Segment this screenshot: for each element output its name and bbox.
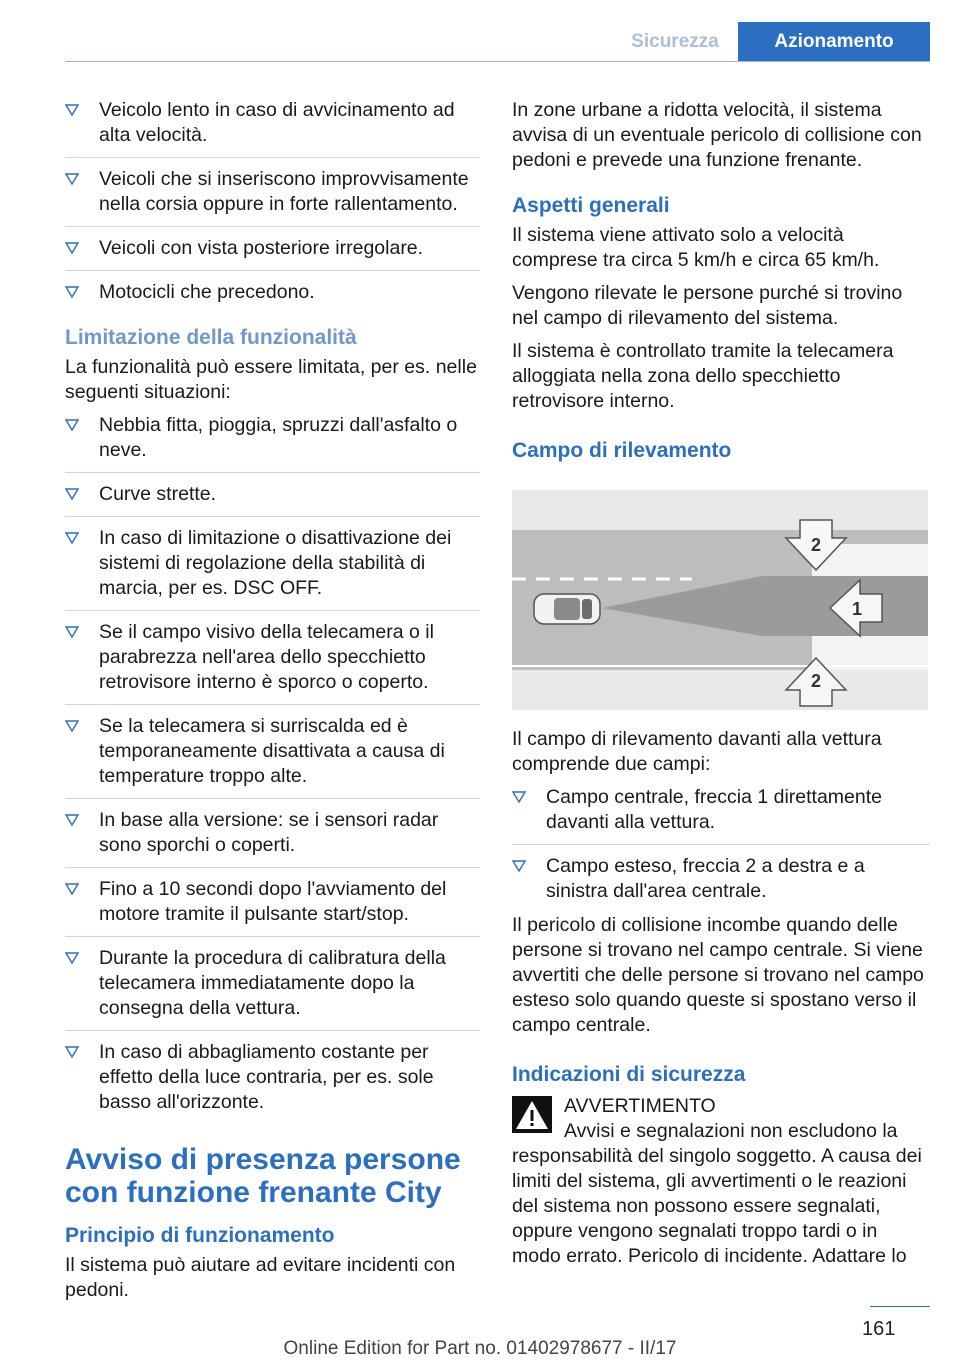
page-number: 161 — [862, 1318, 896, 1340]
edition-note: Online Edition for Part no. 01402978677 - II/17 — [283, 1338, 677, 1359]
triangle-bullet-icon — [65, 531, 79, 545]
bullet-top-text: Veicoli con vista posteriore irregolare. — [99, 237, 424, 259]
bullet-top-text: Veicolo lento in caso di avvicinamento ad alta velocità. — [99, 99, 455, 146]
general-p3: Il sistema è controllato tramite la telecamera alloggiata nella zona dello specchietto retrovisore interno. — [512, 340, 894, 412]
triangle-bullet-icon — [512, 790, 526, 804]
bullet-list-top — [65, 98, 480, 305]
main-heading: Avviso di presenza persone con funzione frenante City — [65, 1143, 461, 1209]
tab-azionamento: Azionamento — [738, 22, 930, 62]
bullet-separator — [65, 704, 480, 705]
bullet-limit-text: Nebbia fitta, pioggia, spruzzi dall'asfalto o neve. — [99, 414, 458, 461]
bullet-separator — [65, 610, 480, 611]
header-tabs — [612, 22, 930, 62]
tab-sicurezza: Sicurezza — [631, 31, 719, 52]
bullet-top-item — [65, 236, 480, 261]
triangle-bullet-icon — [65, 625, 79, 639]
safety-heading: Indicazioni di sicurezza — [512, 1063, 746, 1086]
triangle-bullet-icon — [65, 103, 79, 117]
triangle-bullet-icon — [65, 813, 79, 827]
bullet-range-text: Campo centrale, freccia 1 direttamente davanti alla vettura. — [546, 786, 882, 833]
bullet-separator — [65, 157, 480, 158]
limit-intro: La funzionalità può essere limitata, per es. nelle seguenti situazioni: — [65, 356, 477, 403]
bullet-top-item — [65, 280, 480, 305]
bullet-limit-text: In caso di limitazione o disattivazione dei sistemi di regolazione della stabilità di marcia, per es. DSC OFF. — [99, 527, 452, 599]
bullet-range-item — [512, 785, 930, 835]
triangle-bullet-icon — [65, 1045, 79, 1059]
car-icon — [534, 594, 600, 624]
triangle-bullet-icon — [65, 418, 79, 432]
bullet-limit-item — [65, 482, 480, 507]
bullet-limit-text: Durante la procedura di calibratura della telecamera immediatamente dopo la consegna della vettura. — [99, 947, 446, 1019]
general-p2: Vengono rilevate le persone purché si trovino nel campo di rilevamento del sistema. — [512, 282, 903, 329]
general-p1: Il sistema viene attivato solo a velocità comprese tra circa 5 km/h e circa 65 km/h. — [512, 224, 880, 271]
bullet-separator — [65, 867, 480, 868]
bullet-top-item — [65, 98, 480, 148]
bullet-limit-text: Curve strette. — [99, 483, 217, 505]
triangle-bullet-icon — [65, 719, 79, 733]
bullet-top-item — [65, 167, 480, 217]
bullet-range-item — [512, 854, 930, 904]
bullet-limit-text: In caso di abbagliamento costante per effetto della luce contraria, per es. sole basso all'orizzonte. — [99, 1041, 434, 1113]
principle-text: Il sistema può aiutare ad evitare incidenti con pedoni. — [65, 1254, 456, 1301]
left-column — [65, 98, 480, 1311]
bullet-limit-item — [65, 1040, 480, 1115]
bullet-limit-item — [65, 808, 480, 858]
arrow-center-label: 1 — [851, 599, 863, 619]
triangle-bullet-icon — [65, 487, 79, 501]
detection-range-figure — [512, 490, 928, 710]
warning-triangle-icon — [512, 1096, 552, 1133]
range-p2: Il pericolo di collisione incombe quando delle persone si trovano nel campo centrale. Si viene avvertiti che delle persone si trovano nel campo esteso solo quando queste si spostano verso il campo centrale. — [512, 914, 924, 1036]
bullet-separator — [65, 936, 480, 937]
bullet-list-range — [512, 785, 930, 904]
bullet-limit-text: Se il campo visivo della telecamera o il parabrezza nell'area dello specchietto retrovisore interno è sporco o coperto. — [99, 621, 434, 693]
triangle-bullet-icon — [512, 859, 526, 873]
right-column — [512, 98, 930, 1269]
range-p1: Il campo di rilevamento davanti alla vettura comprende due campi: — [512, 728, 882, 775]
bullet-list-limit — [65, 413, 480, 1115]
bullet-limit-item — [65, 413, 480, 463]
warning-block — [512, 1094, 930, 1144]
triangle-bullet-icon — [65, 241, 79, 255]
principle-heading: Principio di funzionamento — [65, 1224, 335, 1247]
bullet-limit-text: In base alla versione: se i sensori radar sono sporchi o coperti. — [99, 809, 439, 856]
bullet-separator — [512, 844, 930, 845]
header-rule — [65, 61, 930, 62]
bullet-limit-item — [65, 620, 480, 695]
range-heading: Campo di rilevamento — [512, 439, 732, 462]
bullet-separator — [65, 1030, 480, 1031]
bullet-range-text: Campo esteso, freccia 2 a destra e a sinistra dall'area centrale. — [546, 855, 865, 902]
triangle-bullet-icon — [65, 882, 79, 896]
arrow-bottom-label: 2 — [810, 671, 822, 691]
bullet-separator — [65, 516, 480, 517]
warning-title: AVVERTIMENTO — [564, 1095, 716, 1117]
bullet-limit-item — [65, 526, 480, 601]
triangle-bullet-icon — [65, 172, 79, 186]
general-heading: Aspetti generali — [512, 194, 670, 217]
triangle-bullet-icon — [65, 951, 79, 965]
bullet-separator — [65, 270, 480, 271]
triangle-bullet-icon — [65, 285, 79, 299]
arrow-top-label: 2 — [810, 535, 822, 555]
warning-lead: Avvisi e segnalazioni non escludono la — [564, 1120, 898, 1142]
footer-rule — [870, 1306, 930, 1307]
bullet-limit-text: Fino a 10 secondi dopo l'avviamento del motore tramite il pulsante start/stop. — [99, 878, 447, 925]
bullet-limit-text: Se la telecamera si surriscalda ed è temporaneamente disattivata a causa di temperature troppo alte. — [99, 715, 445, 787]
bullet-top-text: Veicoli che si inseriscono improvvisamente nella corsia oppure in forte rallentamento. — [99, 168, 469, 215]
bullet-separator — [65, 798, 480, 799]
bullet-limit-item — [65, 714, 480, 789]
intro-text: In zone urbane a ridotta velocità, il sistema avvisa di un eventuale pericolo di collisione con pedoni e prevede una funzione frenante. — [512, 99, 922, 171]
bullet-top-text: Motocicli che precedono. — [99, 281, 315, 303]
warning-text: responsabilità del singolo soggetto. A causa dei limiti del sistema, gli avvertimenti o le reazioni del sistema non possono essere segnalati, oppure vengono segnalati troppo tardi o in modo errato. Pericolo di incidente. Adattare lo — [512, 1145, 922, 1267]
bullet-limit-item — [65, 946, 480, 1021]
bullet-limit-item — [65, 877, 480, 927]
bullet-separator — [65, 472, 480, 473]
bullet-separator — [65, 226, 480, 227]
limit-heading: Limitazione della funzionalità — [65, 326, 357, 349]
